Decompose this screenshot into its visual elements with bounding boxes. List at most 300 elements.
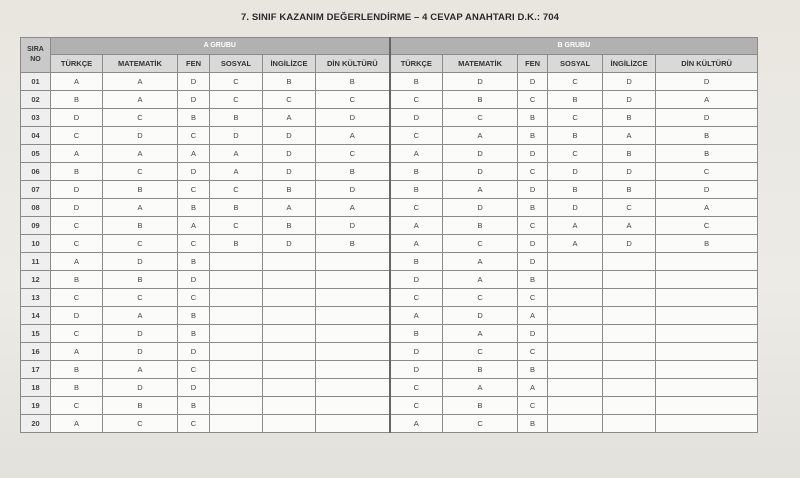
table-row <box>21 253 758 271</box>
answer-cell-a-2: C <box>178 181 210 199</box>
answer-cell-b-2: C <box>518 163 548 181</box>
answer-cell-a-1: C <box>103 163 178 181</box>
answer-cell-a-0: A <box>51 415 103 433</box>
answer-cell-a-3: D <box>210 127 263 145</box>
answer-cell-b-5 <box>656 361 758 379</box>
question-number: 19 <box>21 397 51 415</box>
answer-cell-b-3: D <box>548 199 603 217</box>
answer-cell-b-1: C <box>443 235 518 253</box>
answer-cell-a-5 <box>316 289 390 307</box>
answer-cell-b-1: A <box>443 325 518 343</box>
answer-cell-a-2: C <box>178 361 210 379</box>
answer-cell-b-1: C <box>443 109 518 127</box>
answer-cell-a-5: D <box>316 181 390 199</box>
answer-cell-a-0: A <box>51 253 103 271</box>
answer-cell-b-3: C <box>548 73 603 91</box>
answer-cell-b-2: B <box>518 361 548 379</box>
table-row <box>21 361 758 379</box>
answer-cell-a-0: D <box>51 199 103 217</box>
answer-cell-b-2: C <box>518 217 548 235</box>
answer-cell-b-1: B <box>443 91 518 109</box>
answer-cell-a-3 <box>210 307 263 325</box>
answer-cell-b-2: D <box>518 181 548 199</box>
answer-cell-a-4 <box>263 307 316 325</box>
a-subject-sosyal: SOSYAL <box>210 55 263 73</box>
answer-cell-b-4: A <box>603 217 656 235</box>
answer-cell-a-5: A <box>316 199 390 217</box>
table-row <box>21 325 758 343</box>
answer-cell-a-5 <box>316 325 390 343</box>
answer-cell-b-3: B <box>548 181 603 199</box>
answer-cell-a-3: C <box>210 181 263 199</box>
answer-cell-b-5 <box>656 307 758 325</box>
answer-cell-a-5: B <box>316 73 390 91</box>
answer-cell-b-0: C <box>390 127 443 145</box>
answer-cell-b-0: B <box>390 325 443 343</box>
answer-cell-b-3 <box>548 397 603 415</box>
answer-cell-b-5 <box>656 343 758 361</box>
answer-cell-b-3 <box>548 253 603 271</box>
question-number: 18 <box>21 379 51 397</box>
answer-cell-a-1: C <box>103 415 178 433</box>
answer-key-table <box>20 37 758 433</box>
answer-cell-a-0: A <box>51 145 103 163</box>
answer-cell-b-5: C <box>656 217 758 235</box>
answer-cell-a-3 <box>210 379 263 397</box>
answer-cell-b-1: A <box>443 127 518 145</box>
table-row <box>21 343 758 361</box>
answer-cell-a-1: B <box>103 271 178 289</box>
answer-cell-a-4: D <box>263 127 316 145</box>
answer-cell-b-5 <box>656 379 758 397</box>
answer-cell-b-4 <box>603 307 656 325</box>
answer-cell-b-1: B <box>443 397 518 415</box>
answer-cell-a-3 <box>210 289 263 307</box>
answer-cell-b-0: D <box>390 271 443 289</box>
answer-cell-a-4: A <box>263 199 316 217</box>
answer-cell-a-2: C <box>178 235 210 253</box>
answer-cell-b-5: A <box>656 199 758 217</box>
answer-cell-a-1: B <box>103 217 178 235</box>
answer-cell-b-4 <box>603 379 656 397</box>
answer-cell-b-4 <box>603 343 656 361</box>
answer-cell-b-5 <box>656 289 758 307</box>
answer-cell-a-4: A <box>263 109 316 127</box>
answer-cell-b-5: D <box>656 73 758 91</box>
answer-cell-a-1: A <box>103 361 178 379</box>
answer-cell-a-0: C <box>51 325 103 343</box>
answer-cell-a-3: A <box>210 145 263 163</box>
answer-cell-b-0: D <box>390 343 443 361</box>
answer-cell-b-1: A <box>443 271 518 289</box>
answer-cell-a-5 <box>316 271 390 289</box>
answer-cell-b-0: C <box>390 397 443 415</box>
answer-cell-b-0: A <box>390 307 443 325</box>
answer-cell-a-2: A <box>178 145 210 163</box>
answer-cell-b-4: D <box>603 235 656 253</box>
table-row <box>21 73 758 91</box>
answer-cell-a-5 <box>316 307 390 325</box>
answer-cell-a-2: D <box>178 163 210 181</box>
answer-cell-b-0: B <box>390 253 443 271</box>
answer-cell-a-1: A <box>103 199 178 217</box>
answer-cell-b-0: C <box>390 91 443 109</box>
answer-cell-a-5: C <box>316 145 390 163</box>
answer-cell-a-3: C <box>210 217 263 235</box>
no-label: NO <box>30 56 41 63</box>
table-row <box>21 109 758 127</box>
answer-cell-b-3: C <box>548 109 603 127</box>
table-row <box>21 307 758 325</box>
answer-cell-a-0: B <box>51 163 103 181</box>
answer-cell-b-5 <box>656 271 758 289</box>
answer-cell-a-4: B <box>263 181 316 199</box>
answer-cell-a-5 <box>316 343 390 361</box>
answer-cell-a-5 <box>316 379 390 397</box>
answer-cell-b-1: D <box>443 73 518 91</box>
question-number: 01 <box>21 73 51 91</box>
a-subject-matematik: MATEMATİK <box>103 55 178 73</box>
answer-cell-a-1: C <box>103 235 178 253</box>
answer-cell-b-2: D <box>518 73 548 91</box>
answer-cell-a-1: C <box>103 289 178 307</box>
group-a-header: A GRUBU <box>51 38 390 55</box>
answer-cell-b-3: B <box>548 91 603 109</box>
table-row <box>21 397 758 415</box>
answer-cell-a-0: C <box>51 127 103 145</box>
answer-cell-a-2: B <box>178 397 210 415</box>
answer-cell-a-4 <box>263 289 316 307</box>
answer-cell-a-3 <box>210 415 263 433</box>
answer-cell-a-2: D <box>178 343 210 361</box>
answer-cell-a-1: D <box>103 127 178 145</box>
answer-cell-a-5: C <box>316 91 390 109</box>
answer-cell-b-3 <box>548 343 603 361</box>
answer-cell-a-0: B <box>51 91 103 109</box>
answer-cell-a-3: C <box>210 91 263 109</box>
answer-cell-b-2: B <box>518 415 548 433</box>
answer-cell-b-1: C <box>443 415 518 433</box>
answer-cell-a-1: D <box>103 325 178 343</box>
answer-cell-b-2: D <box>518 253 548 271</box>
answer-cell-b-3: A <box>548 235 603 253</box>
answer-cell-b-2: B <box>518 127 548 145</box>
answer-cell-b-4 <box>603 361 656 379</box>
table-row <box>21 415 758 433</box>
answer-cell-a-4: D <box>263 163 316 181</box>
answer-cell-a-1: A <box>103 91 178 109</box>
answer-cell-a-0: D <box>51 109 103 127</box>
answer-cell-b-1: B <box>443 361 518 379</box>
answer-cell-a-4 <box>263 379 316 397</box>
question-number: 10 <box>21 235 51 253</box>
answer-cell-b-2: D <box>518 325 548 343</box>
answer-cell-a-2: B <box>178 199 210 217</box>
question-number: 17 <box>21 361 51 379</box>
answer-cell-b-4: C <box>603 199 656 217</box>
table-row <box>21 163 758 181</box>
answer-cell-b-5 <box>656 415 758 433</box>
question-number: 16 <box>21 343 51 361</box>
answer-cell-a-1: B <box>103 397 178 415</box>
answer-cell-b-0: A <box>390 235 443 253</box>
answer-cell-b-3: A <box>548 217 603 235</box>
answer-cell-b-5: B <box>656 235 758 253</box>
answer-cell-a-4 <box>263 397 316 415</box>
question-number: 03 <box>21 109 51 127</box>
answer-cell-b-4 <box>603 289 656 307</box>
answer-cell-b-3: B <box>548 127 603 145</box>
answer-cell-b-0: B <box>390 163 443 181</box>
answer-cell-a-3 <box>210 325 263 343</box>
answer-cell-a-1: A <box>103 145 178 163</box>
table-row <box>21 181 758 199</box>
answer-cell-b-4 <box>603 325 656 343</box>
answer-cell-a-5: D <box>316 217 390 235</box>
answer-cell-a-5: B <box>316 163 390 181</box>
answer-cell-b-2: D <box>518 145 548 163</box>
answer-cell-b-5: B <box>656 127 758 145</box>
answer-cell-b-1: D <box>443 199 518 217</box>
answer-cell-b-4: B <box>603 109 656 127</box>
answer-cell-b-5: D <box>656 109 758 127</box>
answer-cell-a-2: B <box>178 325 210 343</box>
sira-no-header <box>21 38 51 73</box>
answer-cell-a-1: D <box>103 253 178 271</box>
a-subject-ingilizce: İNGİLİZCE <box>263 55 316 73</box>
question-number: 09 <box>21 217 51 235</box>
answer-cell-a-1: B <box>103 181 178 199</box>
b-subject-sosyal: SOSYAL <box>548 55 603 73</box>
answer-cell-a-0: C <box>51 217 103 235</box>
question-number: 14 <box>21 307 51 325</box>
b-subject-fen: FEN <box>518 55 548 73</box>
question-number: 02 <box>21 91 51 109</box>
answer-cell-a-4: D <box>263 235 316 253</box>
answer-cell-a-3: B <box>210 109 263 127</box>
answer-cell-b-0: A <box>390 217 443 235</box>
answer-cell-b-4: A <box>603 127 656 145</box>
a-subject-turkce: TÜRKÇE <box>51 55 103 73</box>
answer-cell-a-3 <box>210 397 263 415</box>
answer-cell-b-4: B <box>603 145 656 163</box>
answer-cell-a-2: B <box>178 307 210 325</box>
answer-cell-b-3: C <box>548 145 603 163</box>
answer-cell-a-2: C <box>178 127 210 145</box>
answer-cell-b-2: B <box>518 199 548 217</box>
answer-cell-a-4: D <box>263 145 316 163</box>
table-row <box>21 145 758 163</box>
answer-cell-a-0: A <box>51 73 103 91</box>
question-number: 13 <box>21 289 51 307</box>
answer-cell-a-4 <box>263 343 316 361</box>
answer-cell-a-3: A <box>210 163 263 181</box>
answer-cell-a-3: C <box>210 73 263 91</box>
answer-cell-a-5: D <box>316 109 390 127</box>
question-number: 06 <box>21 163 51 181</box>
table-row <box>21 235 758 253</box>
question-number: 04 <box>21 127 51 145</box>
answer-cell-a-5: B <box>316 235 390 253</box>
answer-cell-b-5: C <box>656 163 758 181</box>
answer-cell-b-1: A <box>443 379 518 397</box>
answer-cell-a-2: D <box>178 271 210 289</box>
answer-cell-b-0: D <box>390 109 443 127</box>
answer-cell-a-0: C <box>51 235 103 253</box>
answer-cell-a-3 <box>210 253 263 271</box>
answer-cell-a-4: B <box>263 217 316 235</box>
document-title: 7. SINIF KAZANIM DEĞERLENDİRME – 4 CEVAP ANAHTARI D.K.: 704 <box>240 12 560 23</box>
answer-cell-a-0: D <box>51 307 103 325</box>
answer-cell-b-0: B <box>390 73 443 91</box>
answer-cell-b-3 <box>548 361 603 379</box>
answer-cell-b-0: A <box>390 415 443 433</box>
answer-cell-b-0: C <box>390 379 443 397</box>
answer-cell-b-3 <box>548 379 603 397</box>
answer-cell-a-0: C <box>51 397 103 415</box>
answer-cell-b-4: B <box>603 181 656 199</box>
answer-cell-a-4: C <box>263 91 316 109</box>
answer-cell-a-2: C <box>178 289 210 307</box>
answer-cell-a-2: D <box>178 379 210 397</box>
question-number: 15 <box>21 325 51 343</box>
table-row <box>21 91 758 109</box>
a-subject-fen: FEN <box>178 55 210 73</box>
answer-cell-b-4: D <box>603 163 656 181</box>
answer-cell-a-5 <box>316 361 390 379</box>
question-number: 20 <box>21 415 51 433</box>
answer-cell-a-0: B <box>51 271 103 289</box>
answer-cell-a-3 <box>210 271 263 289</box>
answer-cell-b-5 <box>656 397 758 415</box>
answer-cell-b-3: D <box>548 163 603 181</box>
group-header-row <box>21 38 758 55</box>
answer-cell-b-3 <box>548 415 603 433</box>
answer-cell-b-4: D <box>603 73 656 91</box>
answer-cell-a-2: C <box>178 415 210 433</box>
answer-cell-a-4 <box>263 271 316 289</box>
answer-cell-b-3 <box>548 325 603 343</box>
question-number: 07 <box>21 181 51 199</box>
answer-cell-a-1: D <box>103 343 178 361</box>
answer-cell-a-4 <box>263 253 316 271</box>
answer-cell-a-3: B <box>210 235 263 253</box>
answer-rows <box>21 73 758 433</box>
answer-cell-b-2: B <box>518 109 548 127</box>
answer-cell-b-1: D <box>443 145 518 163</box>
answer-cell-b-2: C <box>518 91 548 109</box>
answer-cell-b-0: D <box>390 361 443 379</box>
answer-cell-a-0: B <box>51 361 103 379</box>
answer-cell-a-3: B <box>210 199 263 217</box>
answer-cell-b-2: A <box>518 307 548 325</box>
answer-cell-b-2: C <box>518 343 548 361</box>
answer-cell-b-1: C <box>443 289 518 307</box>
answer-cell-b-5: A <box>656 91 758 109</box>
answer-cell-a-5 <box>316 415 390 433</box>
answer-cell-b-0: B <box>390 181 443 199</box>
answer-cell-a-0: C <box>51 289 103 307</box>
table-row <box>21 379 758 397</box>
answer-cell-b-2: A <box>518 379 548 397</box>
answer-cell-a-4: B <box>263 73 316 91</box>
answer-cell-a-5 <box>316 397 390 415</box>
answer-cell-a-1: A <box>103 307 178 325</box>
answer-cell-b-5: D <box>656 181 758 199</box>
answer-cell-b-2: C <box>518 397 548 415</box>
answer-cell-a-2: B <box>178 253 210 271</box>
answer-cell-b-1: B <box>443 217 518 235</box>
answer-cell-a-3 <box>210 361 263 379</box>
answer-cell-b-4 <box>603 415 656 433</box>
b-subject-din-kulturu: DİN KÜLTÜRÜ <box>656 55 758 73</box>
answer-cell-a-2: D <box>178 73 210 91</box>
answer-cell-b-4 <box>603 397 656 415</box>
answer-cell-b-2: B <box>518 271 548 289</box>
table-row <box>21 199 758 217</box>
answer-cell-a-3 <box>210 343 263 361</box>
answer-cell-a-2: D <box>178 91 210 109</box>
b-subject-turkce: TÜRKÇE <box>390 55 443 73</box>
answer-cell-b-0: A <box>390 145 443 163</box>
answer-cell-b-1: C <box>443 343 518 361</box>
answer-cell-b-4 <box>603 253 656 271</box>
answer-cell-a-1: A <box>103 73 178 91</box>
answer-cell-b-4 <box>603 271 656 289</box>
answer-cell-b-3 <box>548 271 603 289</box>
question-number: 11 <box>21 253 51 271</box>
sira-label: SIRA <box>27 46 44 53</box>
answer-cell-a-0: B <box>51 379 103 397</box>
answer-cell-a-0: A <box>51 343 103 361</box>
a-subject-din-kulturu: DİN KÜLTÜRÜ <box>316 55 390 73</box>
answer-cell-b-1: D <box>443 163 518 181</box>
group-b-header: B GRUBU <box>390 38 758 55</box>
answer-cell-b-1: D <box>443 307 518 325</box>
answer-cell-b-0: C <box>390 289 443 307</box>
table-row <box>21 289 758 307</box>
answer-cell-a-4 <box>263 361 316 379</box>
answer-cell-b-5 <box>656 253 758 271</box>
answer-cell-a-4 <box>263 415 316 433</box>
table-row <box>21 127 758 145</box>
b-subject-ingilizce: İNGİLİZCE <box>603 55 656 73</box>
answer-cell-a-1: D <box>103 379 178 397</box>
answer-cell-b-3 <box>548 307 603 325</box>
answer-cell-a-0: D <box>51 181 103 199</box>
answer-cell-b-2: D <box>518 235 548 253</box>
subject-header-row <box>21 55 758 73</box>
answer-cell-b-1: A <box>443 181 518 199</box>
answer-cell-b-5 <box>656 325 758 343</box>
answer-cell-a-1: C <box>103 109 178 127</box>
answer-cell-a-4 <box>263 325 316 343</box>
answer-cell-b-0: C <box>390 199 443 217</box>
b-subject-matematik: MATEMATİK <box>443 55 518 73</box>
answer-cell-b-1: A <box>443 253 518 271</box>
answer-cell-a-2: A <box>178 217 210 235</box>
answer-cell-b-4: D <box>603 91 656 109</box>
answer-cell-a-5: A <box>316 127 390 145</box>
answer-cell-a-5 <box>316 253 390 271</box>
answer-cell-a-2: B <box>178 109 210 127</box>
table-row <box>21 271 758 289</box>
question-number: 12 <box>21 271 51 289</box>
answer-cell-b-3 <box>548 289 603 307</box>
question-number: 05 <box>21 145 51 163</box>
answer-cell-b-2: C <box>518 289 548 307</box>
answer-cell-b-5: B <box>656 145 758 163</box>
